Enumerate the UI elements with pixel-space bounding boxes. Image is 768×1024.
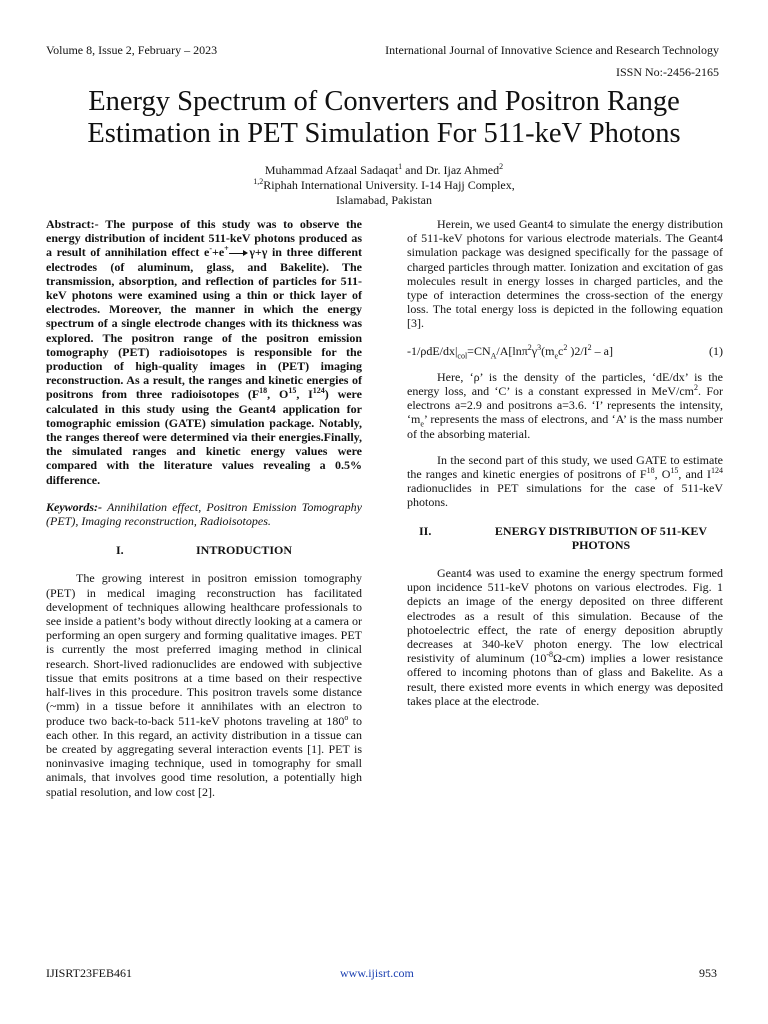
- journal-url-link[interactable]: www.ijisrt.com: [340, 966, 414, 980]
- affiliation-sup: 1,2: [253, 177, 264, 186]
- gate-sup: 15: [670, 466, 679, 476]
- gate-text-2: , O: [654, 467, 671, 482]
- author-2: and Dr. Ijaz Ahmed: [402, 163, 500, 177]
- section-number: I.: [115, 543, 124, 558]
- eq-part: -1/ρdE/dx|: [407, 343, 458, 358]
- equation-number: (1): [709, 343, 723, 358]
- paper-title: [30, 86, 738, 150]
- abstract-text-1: Abstract:- The purpose of this study was to observe the energy distribution of incident 511-keV photons produced as a result of annihilation effect e: [46, 217, 362, 260]
- left-column: [46, 217, 362, 799]
- paper-id: IJISRT23FEB461: [46, 966, 132, 980]
- eq-part: =CN: [467, 343, 491, 358]
- gate-sup: 124: [711, 466, 723, 476]
- eq-sup: 2: [527, 342, 532, 352]
- abstract-sup: 18: [259, 386, 268, 396]
- abstract-text-i: , I: [296, 387, 313, 402]
- abstract-text-3: ) were calculated in this study using the Geant4 application for tomographic emission (GATE) simulation package. Notably, the ranges thereof were determined via their energies.Finally, the simulated ranges and kinetic energy values were compared with the literature values revealing a 0.5% difference.: [46, 387, 362, 487]
- abstract-sup: +: [224, 244, 229, 254]
- author-names: [0, 163, 768, 178]
- author-1: Muhammad Afzaal Sadaqat: [264, 163, 399, 177]
- eq-part: γ: [531, 343, 538, 358]
- section-title: ENERGY DISTRIBUTION OF 511-KEV PHOTONS: [494, 523, 708, 552]
- keywords-label: Keywords:-: [46, 499, 102, 514]
- page-number: 953: [699, 966, 717, 980]
- eq-part: /A[lnπ: [496, 343, 528, 358]
- abstract-text-e: +e: [212, 245, 225, 260]
- abstract-sup: 124: [312, 386, 325, 396]
- eq-sup: 2: [587, 342, 592, 352]
- energy-text-2: Ω-cm) implies a lower resistance offered to incoming photons than of glass and Bakelite. As a result, there existed more events in which energy was deposited takes place at the electrode.: [407, 651, 723, 708]
- eq-part: – a]: [591, 343, 613, 358]
- explain-sub: e: [420, 419, 424, 429]
- geant4-paragraph: Herein, we used Geant4 to simulate the energy distribution of 511-keV photons for various electrode materials. The Geant4 simulation package was designed specifically for the passage of charged particles through matter. Ionization and excitation of gas molecules result in energy losses in charged particles, and the type of interaction determines the cross-section of the energy loss. The total energy loss is depicted in the following equation [3].: [407, 217, 723, 331]
- volume-issue: Volume 8, Issue 2, February – 2023: [46, 43, 218, 57]
- eq-part: c: [558, 343, 564, 358]
- equation-explanation: [407, 370, 723, 441]
- keywords-text: Annihilation effect, Positron Emission Tomography (PET), Imaging reconstruction, Radioisotopes.: [46, 499, 362, 529]
- author-1-sup: 1: [398, 162, 403, 171]
- intro-text-2: to each other. In this regard, an activity distribution in a tissue can be created by aggregating several interaction events [1]. PET is noninvasive imaging technique, used in tomography for small animals, that involves good time resolution, a potentially high spatial resolution, and low cost [2].: [46, 713, 362, 799]
- keywords: [46, 500, 362, 528]
- journal-name: International Journal of Innovative Science and Research Technology: [385, 43, 719, 57]
- section-heading-introduction: [46, 543, 362, 557]
- section-title: INTRODUCTION: [195, 543, 292, 558]
- intro-paragraph: [46, 571, 362, 798]
- explain-text-3: ’ represents the mass of electrons, and ‘A’ is the mass number of the absorbing material.: [407, 412, 723, 441]
- affiliation-text: Riphah International University. I-14 Hajj Complex,: [263, 178, 515, 192]
- explain-sup: 2: [694, 383, 699, 393]
- gate-text-3: , and I: [678, 467, 711, 482]
- abstract-sup: -: [209, 244, 212, 254]
- title-line-1: Energy Spectrum of Converters and Positron Range: [88, 86, 680, 117]
- abstract-sup: 15: [288, 386, 297, 396]
- eq-part: )2/I: [567, 343, 588, 358]
- section-heading-energy-distribution: [407, 524, 723, 552]
- author-2-sup: 2: [499, 162, 504, 171]
- eq-sup: 2: [563, 342, 568, 352]
- gate-paragraph: [407, 453, 723, 510]
- abstract: [46, 217, 362, 487]
- gate-text-4: radionuclides in PET simulations for the case of 511-keV photons.: [407, 481, 723, 510]
- abstract-text-o: , O: [267, 387, 289, 402]
- energy-text-1: Geant4 was used to examine the energy spectrum formed upon incidence 511-keV photons on various electrodes. Fig. 1 depicts an image of the energy deposited on three different electrodes as a result of this simulation. Because of the photoelectric effect, the rate of energy deposition abruptly decreases at 340-keV photon energy. The low electrical resistivity of aluminum (10: [407, 566, 723, 666]
- title-line-2: Estimation in PET Simulation For 511-keV Photons: [87, 118, 681, 149]
- gate-text-1: In the second part of this study, we used GATE to estimate the ranges and kinetic energies of positrons of F: [407, 452, 723, 482]
- eq-sub: col: [457, 351, 468, 361]
- abstract-gamma: γ+γ in: [244, 245, 282, 260]
- energy-paragraph: [407, 566, 723, 708]
- section-number: II.: [419, 523, 432, 538]
- eq-sub: A: [490, 351, 497, 361]
- reaction-arrow-icon: [229, 253, 245, 254]
- degree-sup: o: [344, 712, 349, 722]
- right-column: [407, 217, 723, 708]
- eq-part: (m: [541, 343, 555, 358]
- intro-text-1: The growing interest in positron emission tomography (PET) in medical imaging reconstruction has facilitated development of techniques allowing healthcare professionals to see inside a patient’s body without directly looking at a camera or performing an open surgery and forming qualitative images. PET is currently the most preferred imaging method in clinical research. Short-lived radionuclides are endowed with subjective tissue that emits positrons at a time based on their respective half-lives in this procedure. This positron travels some distance (~mm) in a tissue before it annihilates with an electron to produce two back-to-back 511-keV photons traveling at 180: [46, 571, 362, 728]
- affiliation: [0, 178, 768, 193]
- energy-sup: -8: [546, 650, 554, 660]
- explain-text-1: Here, ‘ρ’ is the density of the particles, ‘dE/dx’ is the energy loss, and ‘C’ is a constant expressed in MeV/cm: [407, 369, 723, 399]
- explain-text-2: . For electrons a=2.9 and positrons a=3.6. ‘I’ represents the intensity, ‘m: [407, 384, 724, 427]
- issn-number: ISSN No:-2456-2165: [615, 65, 719, 79]
- abstract-text-2: three different electrodes (of aluminum, glass, and Bakelite). The transmission, absorption, and reflection of particles for 511-keV photons were examined using a thin or thick layer of electrodes. Moreover, the manner in which the energy spectrum of a single electrode changes with its thickness was explored. The positron range of the positron emission tomography (PET) radioisotopes is responsible for the production of high-quality images in (PET) imaging reconstruction. As a result, the ranges and kinetic energies of positrons from three radioisotopes (F: [46, 245, 362, 402]
- eq-sup: 3: [537, 342, 542, 352]
- gate-sup: 18: [646, 466, 655, 476]
- affiliation-city: Islamabad, Pakistan: [336, 193, 432, 207]
- equation-1: [407, 342, 723, 361]
- author-block: [0, 163, 768, 208]
- equation-body: [407, 342, 613, 361]
- eq-sub: e: [554, 351, 558, 361]
